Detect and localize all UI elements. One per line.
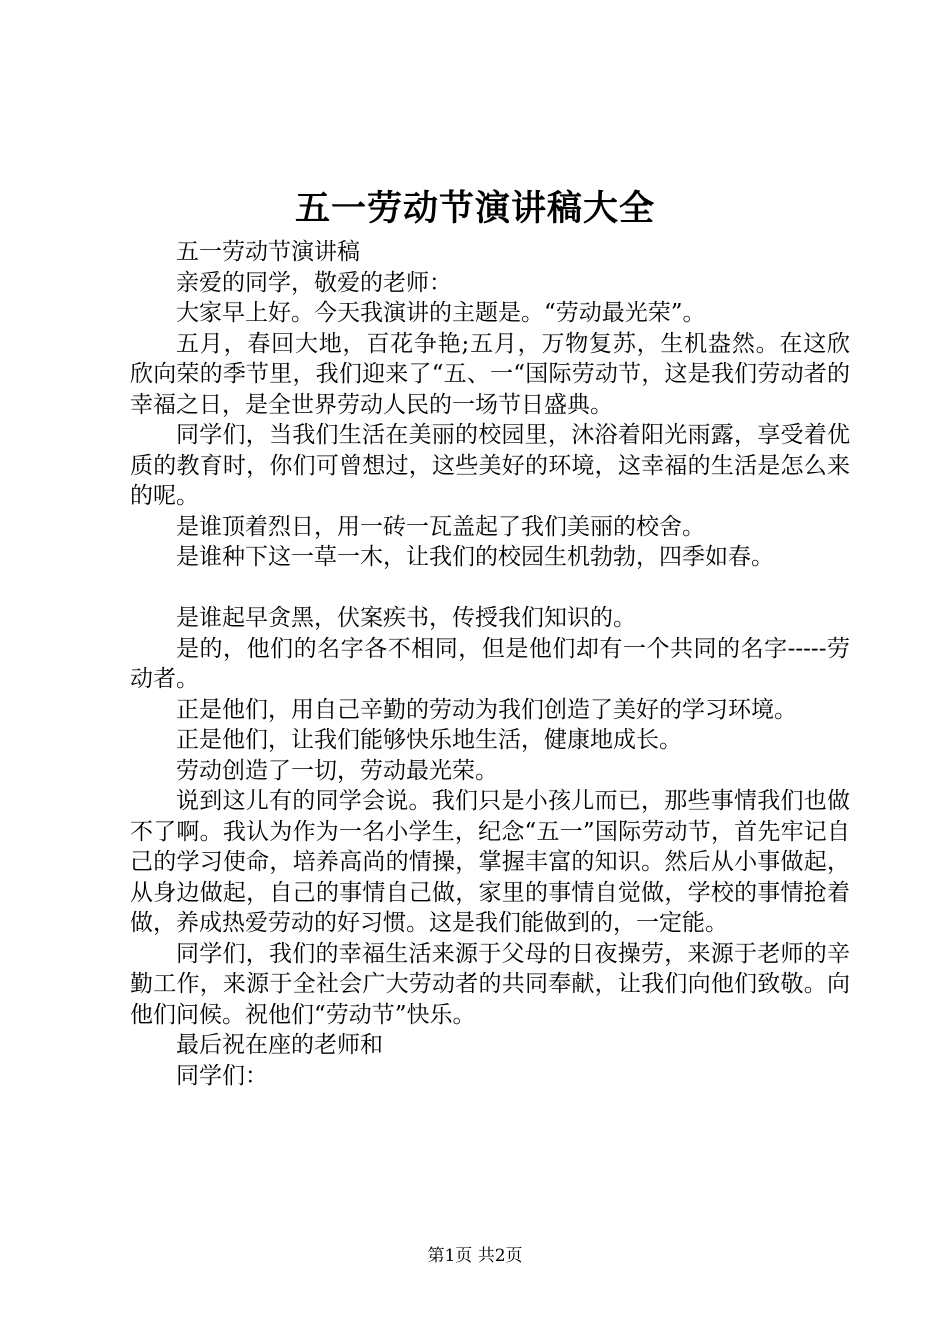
paragraph: 正是他们，让我们能够快乐地生活，健康地成长。 [176,727,682,753]
page-footer: 第1页 共2页 [427,1246,523,1266]
document-title: 五一劳动节演讲稿大全 [294,188,655,229]
paragraph: 五一劳动节演讲稿 [176,239,360,265]
paragraph: 是的，他们的名字各不相同，但是他们却有一个共同的名字-----劳动者。 [130,635,850,692]
paragraph: 同学们，我们的幸福生活来源于父母的日夜操劳，来源于老师的辛勤工作，来源于全社会广大劳动者的共同奉献，让我们向他们致敬。向他们问候。祝他们“劳动节”快乐。 [130,940,850,1028]
paragraph: 大家早上好。今天我演讲的主题是。“劳动最光荣”。 [176,300,706,326]
paragraph: 是谁顶着烈日，用一砖一瓦盖起了我们美丽的校舍。 [176,513,705,540]
blank-line [130,573,850,604]
paragraph: 最后祝在座的老师和 [176,1032,383,1058]
paragraph: 同学们： [176,1062,268,1089]
paragraph: 是谁种下这一草一木，让我们的校园生机勃勃，四季如春。 [176,544,774,570]
paragraph: 正是他们，用自己辛勤的劳动为我们创造了美好的学习环境。 [176,696,797,723]
paragraph: 是谁起早贪黑，伏案疾书，传授我们知识的。 [176,605,636,631]
paragraph: 五月，春回大地，百花争艳;五月，万物复苏，生机盎然。在这欣欣向荣的季节里，我们迎来了“五、一“国际劳动节，这是我们劳动者的幸福之日，是全世界劳动人民的一场节日盛典。 [130,330,850,418]
paragraph: 亲爱的同学，敬爱的老师： [176,269,452,296]
document-body [130,237,850,1091]
paragraph: 劳动创造了一切，劳动最光荣。 [176,757,498,784]
paragraph: 说到这儿有的同学会说。我们只是小孩儿而已，那些事情我们也做不了啊。我认为作为一名小学生，纪念“五一”国际劳动节，首先牢记自己的学习使命，培养高尚的情操，掌握丰富的知识。然后从小事做起，从身边做起，自己的事情自己做，家里的事情自觉做，学校的事情抢着做，养成热爱劳动的好习惯。这是我们能做到的，一定能。 [130,788,850,936]
paragraph: 同学们，当我们生活在美丽的校园里，沐浴着阳光雨露，享受着优质的教育时，你们可曾想过，这些美好的环境，这幸福的生活是怎么来的呢。 [130,422,850,509]
